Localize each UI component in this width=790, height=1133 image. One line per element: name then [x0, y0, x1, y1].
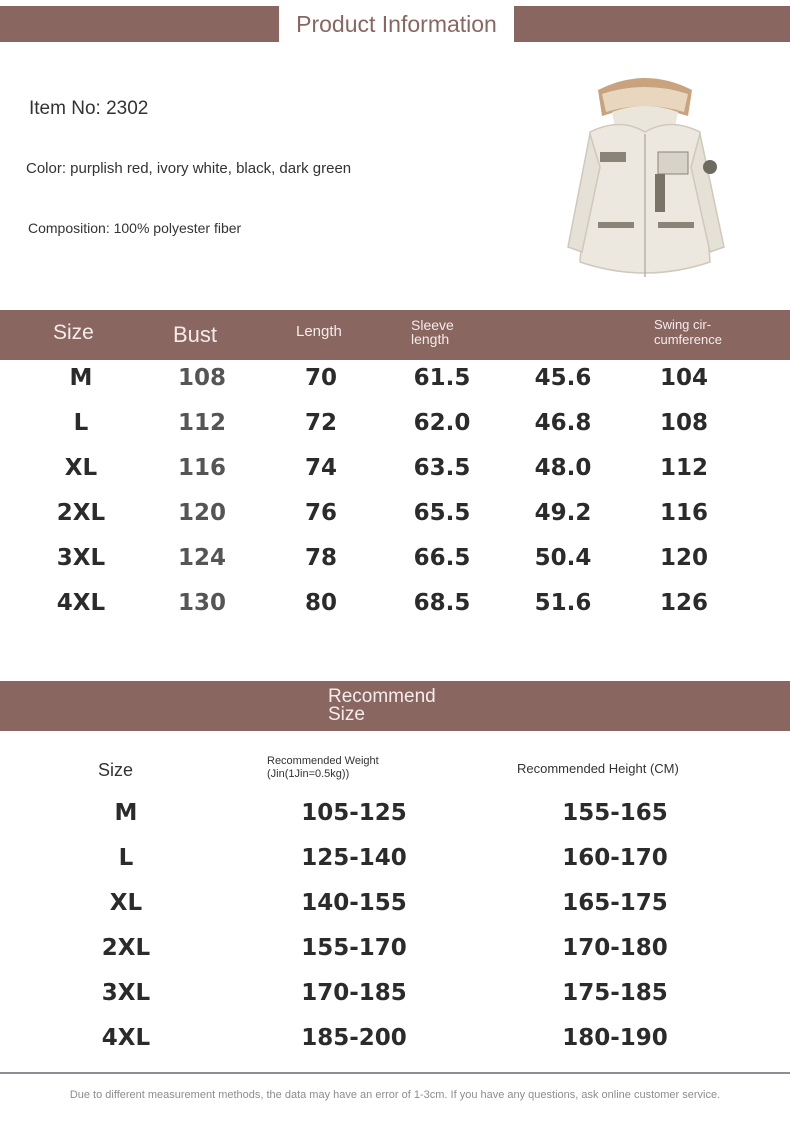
- size-value: 124: [177, 545, 226, 571]
- size-value: 49.2: [534, 500, 592, 526]
- size-value: 66.5: [413, 545, 471, 571]
- size-value: 51.6: [534, 590, 592, 616]
- size-value: 46.8: [534, 410, 592, 436]
- size-value: 108: [659, 410, 708, 436]
- size-value: 112: [659, 455, 708, 481]
- size-label: XL: [64, 455, 98, 481]
- rec-weight-value: 140-155: [301, 890, 407, 916]
- size-value: 61.5: [413, 365, 471, 391]
- size-value: 74: [304, 455, 337, 481]
- size-value: 120: [659, 545, 708, 571]
- size-value: 62.0: [413, 410, 471, 436]
- size-label: 4XL: [56, 590, 106, 616]
- item-number: Item No: 2302: [29, 98, 149, 119]
- rec-weight-value: 125-140: [301, 845, 407, 871]
- size-label: L: [73, 410, 89, 436]
- page-title: Product Information: [279, 6, 514, 42]
- footer-note: Due to different measurement methods, the data may have an error of 1-3cm. If you have any questions, ask online customer service.: [69, 1089, 721, 1101]
- col-header-bust: Bust: [173, 322, 218, 347]
- rec-size-label: 3XL: [101, 980, 151, 1006]
- rec-size-label: M: [114, 800, 138, 826]
- size-value: 70: [304, 365, 337, 391]
- size-value: 116: [177, 455, 226, 481]
- size-value: 63.5: [413, 455, 471, 481]
- size-value: 108: [177, 365, 226, 391]
- col-header-sleeve-length: Sleeve length: [411, 317, 454, 347]
- size-value: 48.0: [534, 455, 592, 481]
- size-label: M: [69, 365, 93, 391]
- rec-weight-value: 105-125: [301, 800, 407, 826]
- size-value: 78: [304, 545, 337, 571]
- footer-divider: [0, 1072, 790, 1074]
- rec-weight-value: 185-200: [301, 1025, 407, 1051]
- size-label: 3XL: [56, 545, 106, 571]
- rec-height-value: 180-190: [562, 1025, 668, 1051]
- recommend-title: Recommend Size: [328, 686, 436, 725]
- size-value: 45.6: [534, 365, 592, 391]
- size-value: 65.5: [413, 500, 471, 526]
- rec-size-label: L: [118, 845, 134, 871]
- rec-height-value: 160-170: [562, 845, 668, 871]
- col-header-size: Size: [53, 321, 94, 344]
- size-value: 68.5: [413, 590, 471, 616]
- rec-weight-value: 170-185: [301, 980, 407, 1006]
- rec-height-value: 170-180: [562, 935, 668, 961]
- rec-weight-value: 155-170: [301, 935, 407, 961]
- size-value: 126: [659, 590, 708, 616]
- col-header-length: Length: [296, 323, 342, 340]
- jacket-image: [560, 72, 730, 287]
- rec-height-value: 155-165: [562, 800, 668, 826]
- rec-height-value: 175-185: [562, 980, 668, 1006]
- size-label: 2XL: [56, 500, 106, 526]
- composition-info: Composition: 100% polyester fiber: [28, 220, 242, 236]
- color-info: Color: purplish red, ivory white, black, dark green: [26, 160, 352, 177]
- size-value: 104: [659, 365, 708, 391]
- size-value: 120: [177, 500, 226, 526]
- rec-height-value: 165-175: [562, 890, 668, 916]
- rec-header-height: Recommended Height (CM): [517, 761, 679, 776]
- size-value: 50.4: [534, 545, 592, 571]
- size-value: 116: [659, 500, 708, 526]
- size-value: 72: [304, 410, 337, 436]
- rec-header-size: Size: [98, 760, 134, 780]
- col-header-swing: Swing cir-cumference: [654, 317, 722, 347]
- size-value: 130: [177, 590, 226, 616]
- size-value: 80: [304, 590, 337, 616]
- size-value: 76: [304, 500, 337, 526]
- rec-size-label: 2XL: [101, 935, 151, 961]
- size-value: 112: [177, 410, 226, 436]
- rec-size-label: 4XL: [101, 1025, 151, 1051]
- rec-header-weight: Recommended Weight (Jin(1Jin=0.5kg)): [267, 755, 379, 780]
- rec-size-label: XL: [109, 890, 143, 916]
